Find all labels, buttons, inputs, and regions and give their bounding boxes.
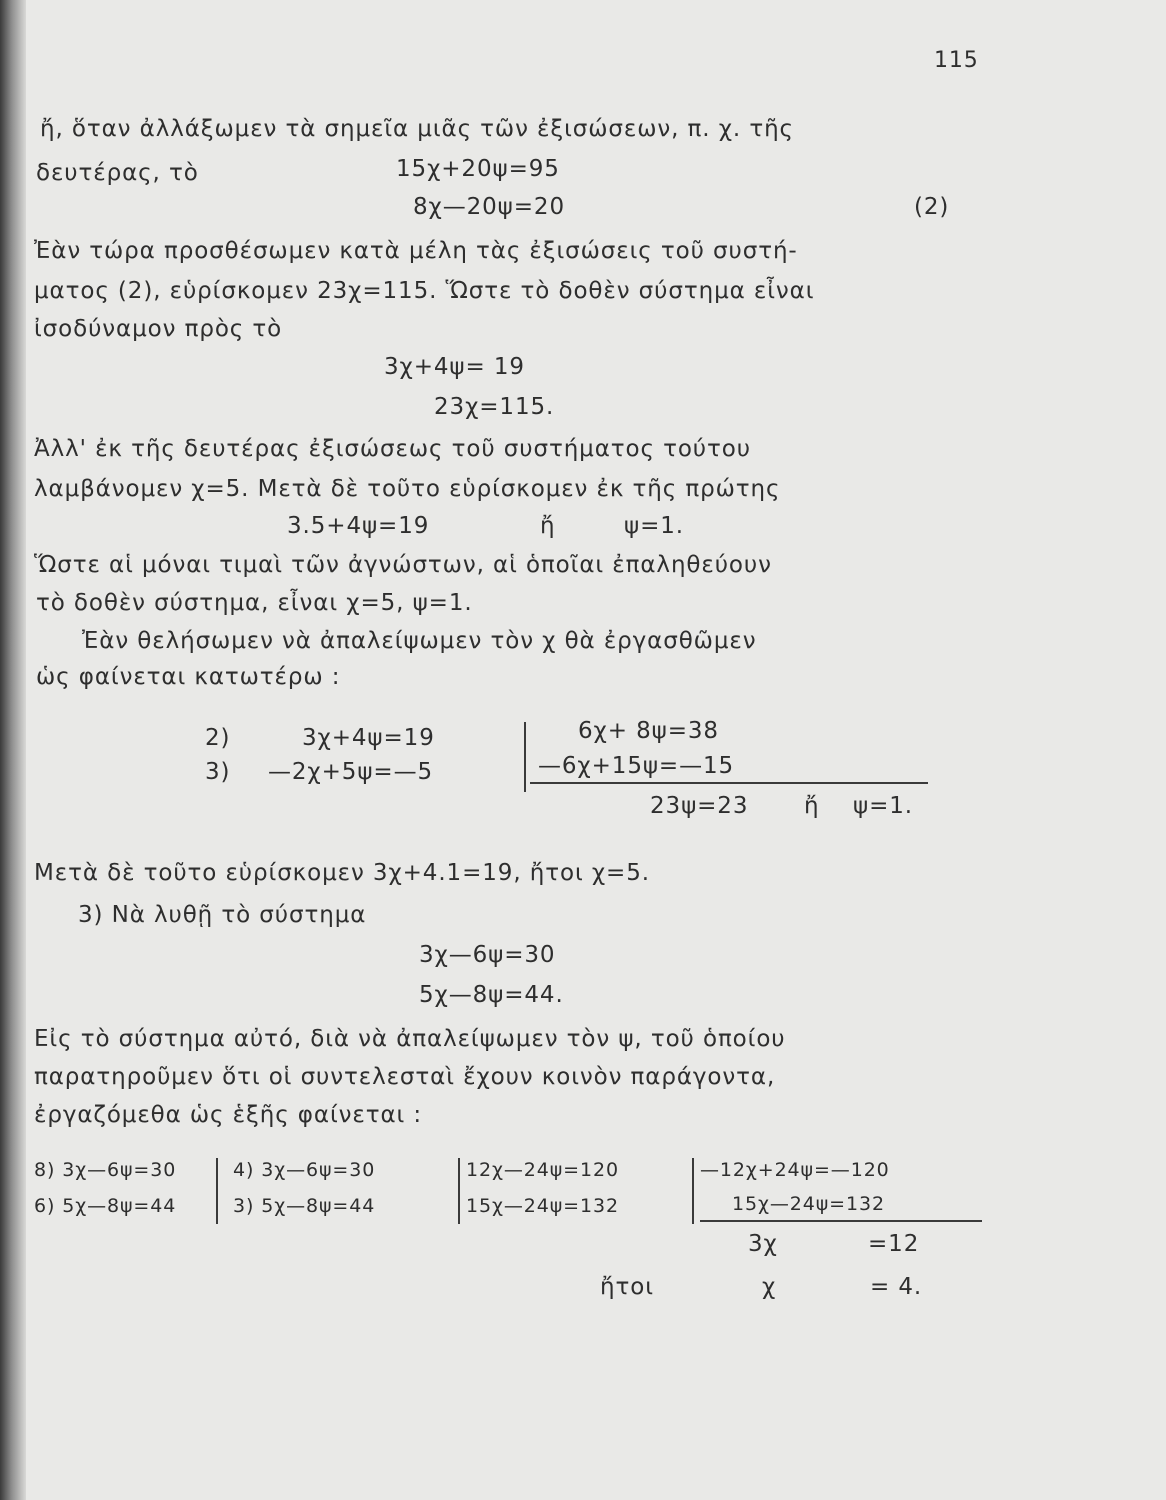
elim2-divider-2 xyxy=(458,1158,460,1224)
elim2-result-value: =12 xyxy=(868,1231,920,1257)
equation-5x-8y: 5χ—8ψ=44. xyxy=(419,982,564,1008)
elim2-divider-3 xyxy=(692,1158,694,1224)
elim2-final-x: χ xyxy=(762,1274,777,1300)
elim2-col2-row2: 3) 5χ—8ψ=44 xyxy=(233,1195,376,1217)
elim1-eq-1: 3χ+4ψ=19 xyxy=(302,725,435,751)
elim1-label-2: 2) xyxy=(205,725,231,751)
elim1-sum-result: ψ=1. xyxy=(853,793,913,819)
text-line-10: Ἐὰν θελήσωμεν νὰ ἀπαλείψωμεν τὸν χ θὰ ἐργασθῶμεν xyxy=(82,628,757,654)
text-line-5: ἰσοδύναμον πρὸς τὸ xyxy=(34,316,283,342)
text-line-2: δευτέρας, τὸ xyxy=(36,160,199,186)
elim2-final-word: ἤτοι xyxy=(600,1274,654,1300)
text-line-8: Ὥστε αἱ μόναι τιμαὶ τῶν ἀγνώστων, αἱ ὁποῖαι ἐπαληθεύουν xyxy=(34,552,772,578)
elim1-sum-line xyxy=(530,782,928,784)
elim2-final-value: = 4. xyxy=(870,1274,923,1300)
elim2-col2-row1: 4) 3χ—6ψ=30 xyxy=(233,1159,376,1181)
text-line-4: ματος (2), εὑρίσκομεν 23χ=115. Ὥστε τὸ δοθὲν σύστημα εἶναι xyxy=(34,278,815,304)
problem-3-heading: 3) Νὰ λυθῇ τὸ σύστημα xyxy=(78,902,367,928)
elim1-sum: 23ψ=23 xyxy=(650,793,749,819)
text-para3-line-3: ἐργαζόμεθα ὡς ἑξῆς φαίνεται : xyxy=(34,1102,423,1128)
text-para3-line-1: Εἰς τὸ σύστημα αὐτό, διὰ νὰ ἀπαλείψωμεν τὸν ψ, τοῦ ὁποίου xyxy=(34,1026,786,1052)
text-para3-line-2: παρατηροῦμεν ὅτι οἱ συντελεσταὶ ἔχουν κοινὸν παράγοντα, xyxy=(34,1064,776,1090)
elim1-label-3: 3) xyxy=(205,759,231,785)
elim1-eq-2: —2χ+5ψ=—5 xyxy=(268,759,434,785)
equation-3x-4y: 3χ+4ψ= 19 xyxy=(384,354,525,380)
elim2-col3-row2: 15χ—24ψ=132 xyxy=(466,1195,619,1217)
equation-8x-20y: 8χ—20ψ=20 xyxy=(413,194,565,220)
text-line-9: τὸ δοθὲν σύστημα, εἶναι χ=5, ψ=1. xyxy=(36,590,473,616)
equation-3x-6y: 3χ—6ψ=30 xyxy=(419,942,556,968)
text-after-elim1: Μετὰ δὲ τοῦτο εὑρίσκομεν 3χ+4.1=19, ἤτοι χ=5. xyxy=(34,860,650,886)
elim2-col4-row1: —12χ+24ψ=—120 xyxy=(700,1159,890,1181)
elim2-col4-row2: 15χ—24ψ=132 xyxy=(732,1193,885,1215)
text-line-6: Ἀλλ' ἐκ τῆς δευτέρας ἐξισώσεως τοῦ συστήματος τούτου xyxy=(34,436,751,462)
equation-number-2: (2) xyxy=(914,194,950,220)
elim2-col1-row2: 6) 5χ—8ψ=44 xyxy=(34,1195,177,1217)
text-line-11: ὡς φαίνεται κατωτέρω : xyxy=(36,664,341,690)
elim2-result-x: 3χ xyxy=(748,1231,778,1257)
elim1-result-1: 6χ+ 8ψ=38 xyxy=(578,718,719,744)
elim2-col1-row1: 8) 3χ—6ψ=30 xyxy=(34,1159,177,1181)
page-number: 115 xyxy=(934,48,979,73)
elim2-sum-line xyxy=(700,1220,982,1222)
text-line-1: ἤ, ὅταν ἀλλάξωμεν τὰ σημεῖα μιᾶς τῶν ἐξισώσεων, π. χ. τῆς xyxy=(40,116,794,142)
equation-23x: 23χ=115. xyxy=(434,394,555,420)
elim1-divider xyxy=(524,722,526,792)
elim2-col3-row1: 12χ—24ψ=120 xyxy=(466,1159,619,1181)
text-line-7: λαμβάνομεν χ=5. Μετὰ δὲ τοῦτο εὑρίσκομεν ἐκ τῆς πρώτης xyxy=(34,476,781,502)
equation-or: ἤ xyxy=(540,513,556,539)
text-line-3: Ἐὰν τώρα προσθέσωμεν κατὰ μέλη τὰς ἐξισώσεις τοῦ συστή- xyxy=(34,238,798,264)
elim1-result-2: —6χ+15ψ=—15 xyxy=(538,753,735,779)
elim2-divider-1 xyxy=(216,1158,218,1224)
equation-15x-20y: 15χ+20ψ=95 xyxy=(396,156,560,182)
equation-3-5: 3.5+4ψ=19 xyxy=(287,513,430,539)
equation-y1: ψ=1. xyxy=(624,513,684,539)
elim1-sum-or: ἤ xyxy=(804,793,820,819)
